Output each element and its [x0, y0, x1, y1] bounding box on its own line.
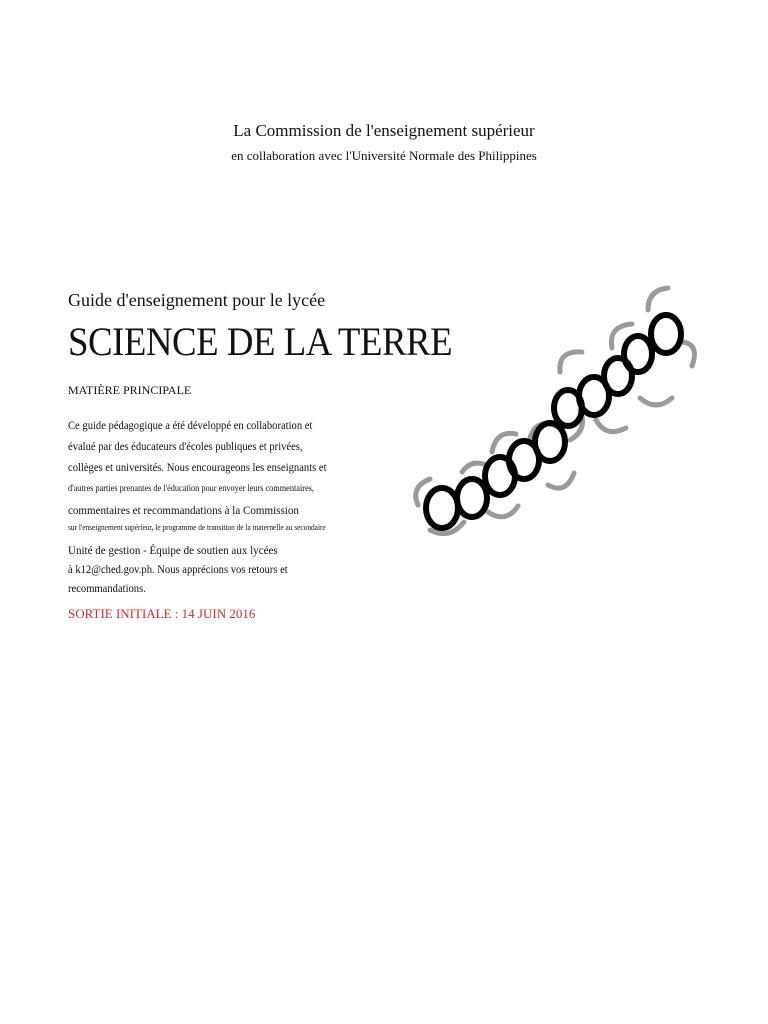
header-commission: La Commission de l'enseignement supérieur	[233, 121, 535, 140]
molecule-chain-icon	[400, 280, 710, 550]
body-line-6: sur l'enseignement supérieur, le programme de transition de la maternelle au secondaire	[68, 523, 326, 532]
body-line-9: recommandations.	[68, 583, 146, 595]
subject-label: MATIÈRE PRINCIPALE	[68, 383, 192, 397]
page-title: SCIENCE DE LA TERRE	[68, 319, 453, 364]
body-line-1: Ce guide pédagogique a été développé en collaboration et	[68, 420, 313, 432]
guide-subtitle: Guide d'enseignement pour le lycée	[68, 290, 326, 310]
body-line-3: collèges et universités. Nous encourageons les enseignants et	[68, 462, 327, 474]
body-line-2: évalué par des éducateurs d'écoles publiques et privées,	[68, 441, 303, 453]
header-collaboration: en collaboration avec l'Université Normale des Philippines	[231, 148, 537, 163]
release-date: SORTIE INITIALE : 14 JUIN 2016	[68, 606, 256, 621]
body-line-4: d'autres parties prenantes de l'éducation pour envoyer leurs commentaires,	[68, 483, 315, 493]
body-line-8: à k12@ched.gov.ph. Nous apprécions vos retours et	[68, 564, 288, 576]
body-line-5: commentaires et recommandations à la Commission	[68, 503, 299, 517]
body-line-7: Unité de gestion - Équipe de soutien aux lycées	[68, 543, 278, 557]
